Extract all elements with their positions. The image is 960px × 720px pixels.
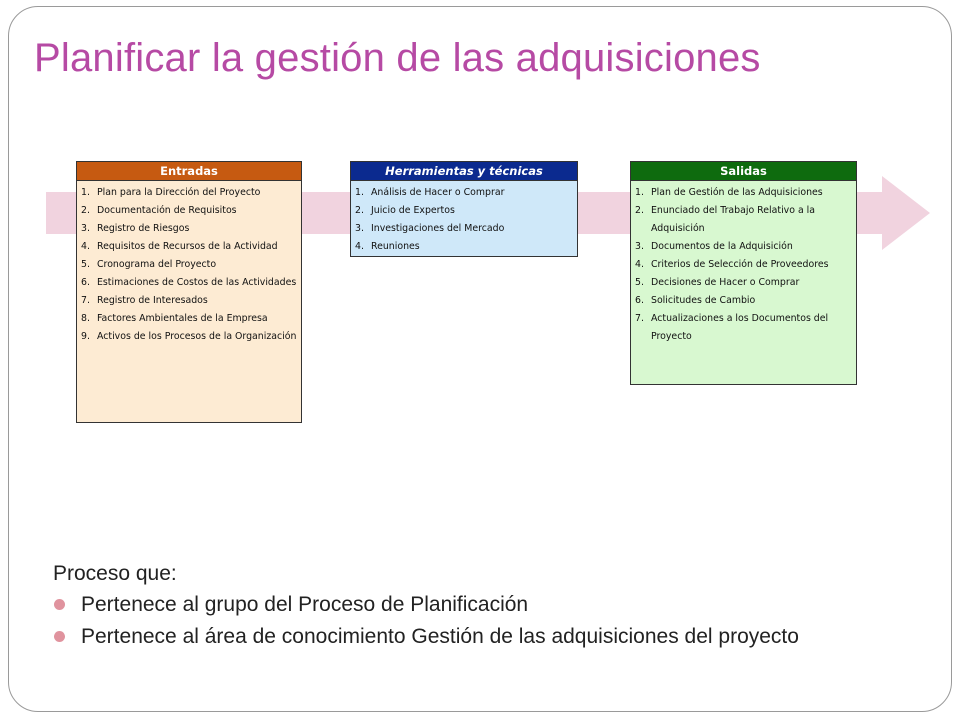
list-item (635, 238, 852, 256)
list-item (81, 328, 297, 346)
list-item-number: 3. (635, 241, 644, 252)
list-item-number: 9. (81, 331, 90, 342)
list-item-number: 7. (81, 295, 90, 306)
list-item-text: Activos de los Procesos de la Organización (97, 331, 297, 342)
list-item-number: 6. (81, 277, 90, 288)
list-item-text: Decisiones de Hacer o Comprar (651, 277, 800, 288)
list-item-number: 2. (81, 205, 90, 216)
list-item (355, 220, 573, 238)
list-item-text: Juicio de Expertos (371, 205, 455, 216)
list-item-number: 6. (635, 295, 644, 306)
list-item-number: 4. (81, 241, 90, 252)
list-item (635, 202, 852, 238)
outputs-box (630, 161, 857, 385)
slide-title: Planificar la gestión de las adquisiciones (34, 36, 761, 80)
list-item-text: Requisitos de Recursos de la Actividad (97, 241, 278, 252)
list-item-number: 4. (355, 241, 364, 252)
list-item (81, 256, 297, 274)
list-item-text: Factores Ambientales de la Empresa (97, 313, 268, 324)
list-item (355, 238, 573, 256)
outputs-list (631, 181, 856, 348)
list-item-text: Registro de Riesgos (97, 223, 190, 234)
list-item (81, 292, 297, 310)
list-item-text: Investigaciones del Mercado (371, 223, 505, 234)
list-item-number: 1. (355, 187, 364, 198)
list-item-number: 5. (635, 277, 644, 288)
process-description (52, 560, 912, 656)
inputs-header: Entradas (77, 162, 301, 181)
list-item (355, 184, 573, 202)
list-item-text: Reuniones (371, 241, 420, 252)
inputs-list (77, 181, 301, 348)
list-item-text: Documentos de la Adquisición (651, 241, 793, 252)
list-item-number: 4. (635, 259, 644, 270)
process-label: Proceso que: (53, 562, 177, 585)
list-item-number: 1. (81, 187, 90, 198)
list-item-text: Análisis de Hacer o Comprar (371, 187, 505, 198)
list-item (635, 292, 852, 310)
list-item-number: 1. (635, 187, 644, 198)
list-item (81, 184, 297, 202)
list-item-number: 3. (81, 223, 90, 234)
list-item-number: 8. (81, 313, 90, 324)
inputs-box (76, 161, 302, 423)
list-item (81, 274, 297, 292)
list-item (81, 310, 297, 328)
bullet-dot-icon (54, 599, 65, 610)
tools-list (351, 181, 577, 258)
list-item-text: Criterios de Selección de Proveedores (651, 259, 829, 270)
list-item (635, 184, 852, 202)
list-item-text: Documentación de Requisitos (97, 205, 237, 216)
list-item-number: 7. (635, 313, 644, 324)
process-bullets (52, 592, 912, 649)
list-item-text: Actualizaciones a los Documentos del Proyecto (651, 313, 829, 342)
list-item (635, 256, 852, 274)
bullet-text: Pertenece al grupo del Proceso de Planificación (81, 593, 529, 616)
tools-box (350, 161, 578, 257)
list-item-number: 2. (635, 205, 644, 216)
bullet-dot-icon (54, 631, 65, 642)
list-item-text: Plan de Gestión de las Adquisiciones (651, 187, 823, 198)
list-item (81, 202, 297, 220)
list-item-number: 2. (355, 205, 364, 216)
outputs-header: Salidas (631, 162, 856, 181)
list-item-text: Enunciado del Trabajo Relativo a la Adquisición (651, 205, 816, 234)
bullet-item (52, 592, 912, 617)
list-item (635, 310, 852, 346)
list-item (355, 202, 573, 220)
list-item (81, 220, 297, 238)
list-item-text: Cronograma del Proyecto (97, 259, 217, 270)
list-item-number: 3. (355, 223, 364, 234)
bullet-text: Pertenece al área de conocimiento Gestión de las adquisiciones del proyecto (81, 625, 799, 648)
tools-header: Herramientas y técnicas (351, 162, 577, 181)
list-item (81, 238, 297, 256)
list-item-text: Plan para la Dirección del Proyecto (97, 187, 261, 198)
list-item-text: Estimaciones de Costos de las Actividades (97, 277, 297, 288)
list-item-text: Solicitudes de Cambio (651, 295, 756, 306)
list-item (635, 274, 852, 292)
bullet-item (52, 624, 912, 649)
list-item-text: Registro de Interesados (97, 295, 208, 306)
list-item-number: 5. (81, 259, 90, 270)
